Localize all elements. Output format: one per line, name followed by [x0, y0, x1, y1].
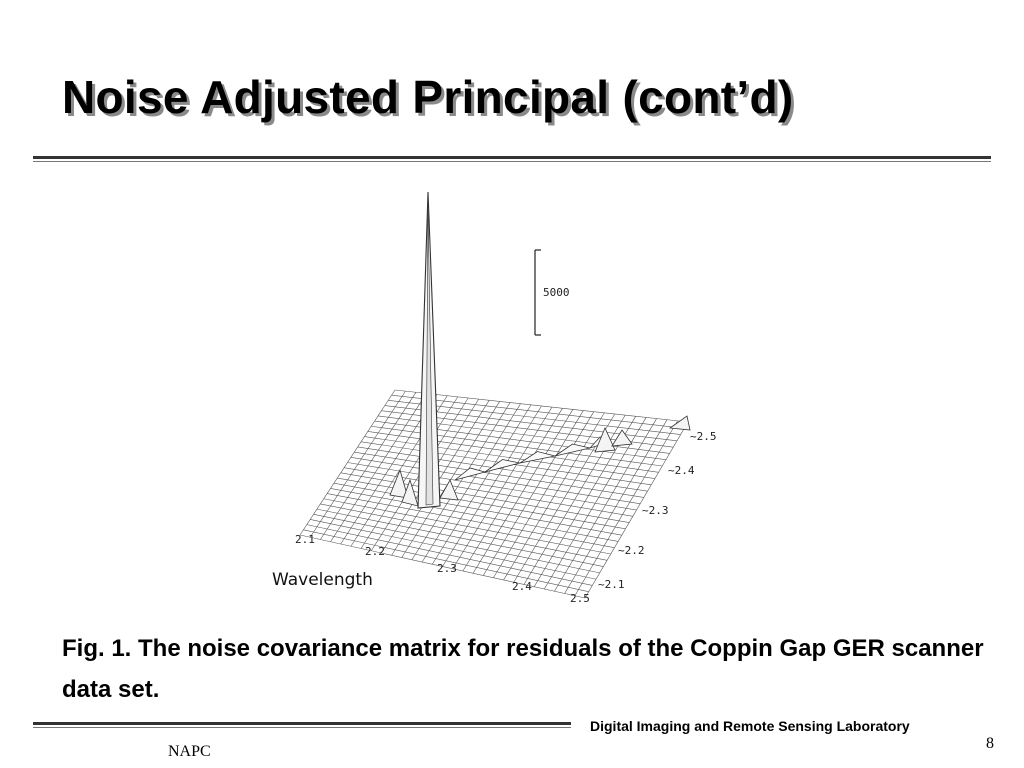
scale-bar	[535, 250, 541, 335]
slide-title: Noise Adjusted Principal (cont’d)	[62, 71, 794, 123]
y-tick-label: ~2.3	[642, 504, 669, 517]
y-axis-ticks	[598, 430, 717, 591]
y-tick-label: ~2.4	[668, 464, 695, 477]
figure-caption: Fig. 1. The noise covariance matrix for residuals of the Coppin Gap GER scanner data set.	[62, 635, 984, 703]
title-divider	[33, 156, 991, 159]
y-tick-label: ~2.5	[690, 430, 717, 443]
x-axis-label: Wavelength	[272, 570, 373, 590]
footer-divider-thin	[33, 727, 571, 728]
footer-divider	[33, 722, 571, 725]
page-number: 8	[986, 735, 994, 752]
footer-label: NAPC	[168, 743, 211, 760]
y-tick-label: ~2.1	[598, 578, 625, 591]
x-tick-label: 2.5	[570, 592, 590, 605]
scale-bar-label: 5000	[543, 286, 570, 299]
title-divider-thin	[33, 161, 991, 162]
y-tick-label: ~2.2	[618, 544, 645, 557]
covariance-features	[390, 192, 690, 508]
x-tick-label: 2.3	[437, 562, 457, 575]
x-tick-label: 2.1	[295, 533, 315, 546]
covariance-mesh	[300, 390, 688, 598]
noise-covariance-surface-plot	[250, 180, 770, 610]
lab-name: Digital Imaging and Remote Sensing Laboratory	[590, 718, 910, 734]
x-tick-label: 2.4	[512, 580, 532, 593]
x-tick-label: 2.2	[365, 545, 385, 558]
